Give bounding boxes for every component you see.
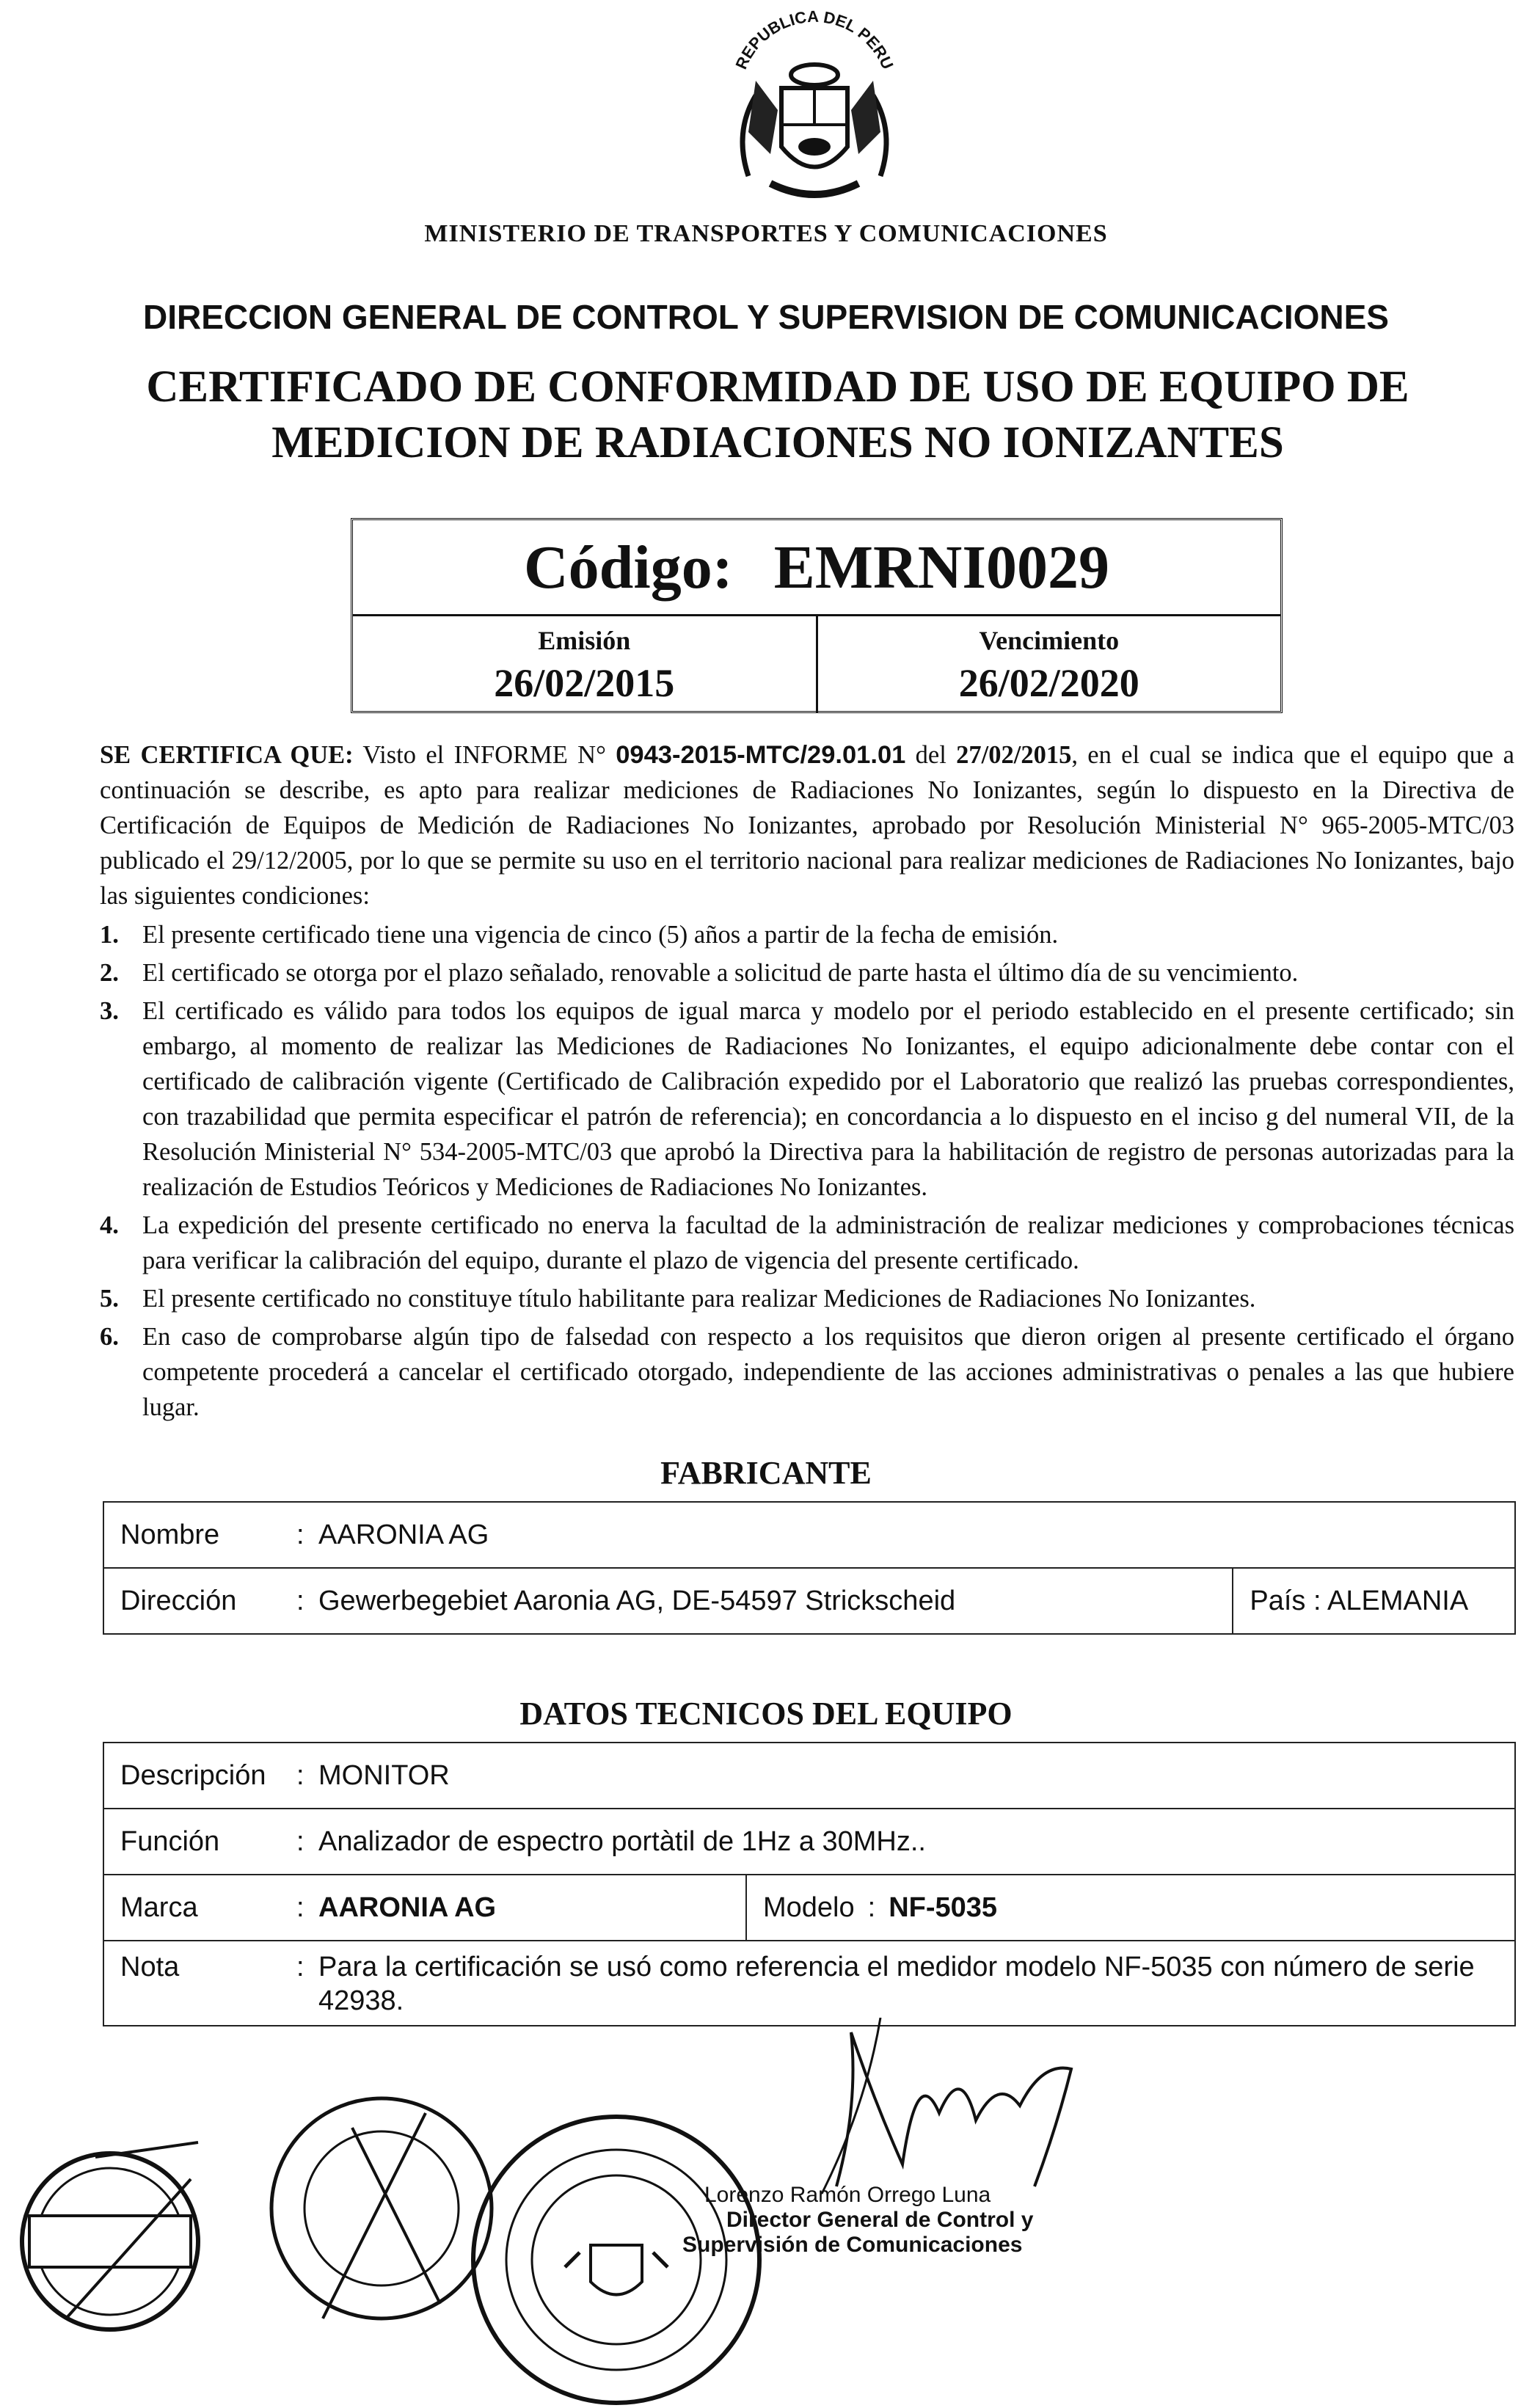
table-row xyxy=(103,1875,1515,1941)
signer-role-1: Director General de Control y xyxy=(726,2208,1034,2232)
condition-text: El presente certificado tiene una vigencia de cinco (5) años a partir de la fecha de emisión. xyxy=(142,921,1059,949)
condition-number: 6. xyxy=(100,1323,119,1351)
code-value: EMRNI0029 xyxy=(773,533,1110,602)
marca-value: AARONIA AG xyxy=(318,1891,497,1923)
vencimiento-cell xyxy=(816,616,1281,713)
certification-intro xyxy=(100,737,1514,913)
pais-cell: País : ALEMANIA xyxy=(1233,1568,1515,1634)
direccion-label: Dirección xyxy=(120,1585,237,1616)
signer-block xyxy=(675,2183,1057,2258)
informe-date: 27/02/2015 xyxy=(956,741,1072,769)
condition-number: 3. xyxy=(100,997,119,1025)
coat-of-arms-icon xyxy=(704,7,924,220)
funcion-label: Función xyxy=(120,1825,220,1857)
condition-text: El certificado se otorga por el plazo señalado, renovable a solicitud de parte hasta el último día de su vencimiento. xyxy=(142,959,1299,987)
dates-row xyxy=(353,616,1280,713)
emision-value: 26/02/2015 xyxy=(494,661,675,705)
intro-part-1: Visto el INFORME N° xyxy=(353,741,616,769)
signature-image xyxy=(792,2018,1101,2201)
condition-number: 5. xyxy=(100,1285,119,1313)
condition-text: La expedición del presente certificado no enerva la facultad de la administración de realizar mediciones y comprobaciones técnicas para verificar la calibración del equipo, durante el plazo de vigencia del presente certificado. xyxy=(142,1211,1514,1274)
table-row xyxy=(103,1502,1515,1568)
condition-text: El presente certificado no constituye título habilitante para realizar Mediciones de Radiaciones No Ionizantes. xyxy=(142,1285,1256,1313)
signer-role-2: Supervisión de Comunicaciones xyxy=(682,2233,1023,2257)
certificate-title xyxy=(88,360,1467,471)
intro-lead: SE CERTIFICA QUE: xyxy=(100,741,354,769)
condition-number: 4. xyxy=(100,1211,119,1239)
nombre-value: AARONIA AG xyxy=(318,1519,489,1550)
condition-number: 2. xyxy=(100,959,119,987)
modelo-label: Modelo xyxy=(763,1891,855,1923)
emision-cell xyxy=(353,616,816,713)
condition-text: El certificado es válido para todos los equipos de igual marca y modelo por el periodo establecido en el presente certificado; sin embargo, al momento de realizar las Mediciones de Radiaciones No Ionizantes, el equipo adicionalmente debe contar con el certificado de calibración vigente (Certificado de Calibración expedido por el Laboratorio que realizó las pruebas correspondientes, con trazabilidad que permita especificar el patrón de referencia); en concordancia a lo dispuesto en el inciso g del numeral VII, de la Resolución Ministerial N° 534-2005-MTC/03 que aprobó la Directiva para la habilitación de registro de personas autorizadas para la realización de Estudios Teóricos y Mediciones de Radiaciones No Ionizantes. xyxy=(142,997,1514,1201)
datos-tecnicos-title: DATOS TECNICOS DEL EQUIPO xyxy=(519,1696,1013,1732)
ministry-name: MINISTERIO DE TRANSPORTES Y COMUNICACIONES xyxy=(424,220,1108,247)
condition-number: 1. xyxy=(100,921,119,949)
vencimiento-label: Vencimiento xyxy=(979,626,1120,655)
datos-tecnicos-table xyxy=(103,1742,1516,2026)
emision-label: Emisión xyxy=(538,626,631,655)
informe-number: 0943-2015-MTC/29.01.01 xyxy=(616,741,906,769)
modelo-value: NF-5035 xyxy=(889,1891,998,1923)
fabricante-title: FABRICANTE xyxy=(660,1455,872,1491)
table-row xyxy=(103,1941,1515,2026)
code-box xyxy=(351,518,1283,713)
descripcion-label: Descripción xyxy=(120,1759,266,1791)
code-row xyxy=(353,520,1280,616)
table-row xyxy=(103,1568,1515,1634)
table-row xyxy=(103,1743,1515,1809)
fabricante-table xyxy=(103,1501,1516,1635)
pais-label: País xyxy=(1250,1585,1306,1616)
title-line-1: CERTIFICADO DE CONFORMIDAD DE USO DE EQUIPO DE xyxy=(146,362,1409,412)
descripcion-cell: Descripción : MONITOR xyxy=(103,1743,1515,1809)
intro-part-2: del xyxy=(905,741,957,769)
conditions-list xyxy=(100,917,1514,1428)
nota-value: Para la certificación se usó como referencia el medidor modelo NF-5035 con número de serie 42938. xyxy=(318,1952,1475,2016)
marca-cell: Marca : AARONIA AG xyxy=(103,1875,746,1941)
signer-name: Lorenzo Ramón Orrego Luna xyxy=(704,2183,991,2207)
condition-item xyxy=(100,917,1514,952)
intro-part-3: , en el cual se indica que el equipo que a continuación se describe, es apto para realizar mediciones de Radiaciones No Ionizantes, según lo dispuesto en la Directiva de Certificación de Equipos de Medición de Radiaciones No Ionizantes, aprobado por Resolución Ministerial N° 965-2005-MTC/03 publicado el 29/12/2005, por lo que se permite su uso en el territorio nacional para realizar mediciones de Radiaciones No Ionizantes, bajo las siguientes condiciones: xyxy=(100,741,1514,910)
vencimiento-value: 26/02/2020 xyxy=(958,661,1139,705)
table-row xyxy=(103,1809,1515,1875)
nombre-cell: Nombre : AARONIA AG xyxy=(103,1502,1515,1568)
direccion-value: Gewerbegebiet Aaronia AG, DE-54597 Strickscheid xyxy=(318,1585,956,1616)
nota-cell: Nota : Para la certificación se usó como referencia el medidor modelo NF-5035 con número de serie 42938. xyxy=(103,1941,1515,2026)
modelo-cell: Modelo : NF-5035 xyxy=(746,1875,1515,1941)
descripcion-value: MONITOR xyxy=(318,1759,450,1791)
title-line-2: MEDICION DE RADIACIONES NO IONIZANTES xyxy=(271,418,1284,467)
funcion-value: Analizador de espectro portàtil de 1Hz a 30MHz.. xyxy=(318,1825,926,1857)
nota-label: Nota xyxy=(120,1952,180,1982)
condition-item xyxy=(100,1319,1514,1425)
emblem-arc-text: REPUBLICA DEL PERU xyxy=(732,7,897,73)
pais-value: ALEMANIA xyxy=(1327,1585,1469,1616)
funcion-cell: Función : Analizador de espectro portàtil de 1Hz a 30MHz.. xyxy=(103,1809,1515,1875)
condition-text: En caso de comprobarse algún tipo de falsedad con respecto a los requisitos que dieron origen al presente certificado el órgano competente procederá a cancelar el certificado otorgado, independiente de las acciones administrativas o penales a las que hubiere lugar. xyxy=(142,1323,1514,1421)
condition-item xyxy=(100,993,1514,1205)
direccion-cell: Dirección : Gewerbegebiet Aaronia AG, DE-54597 Strickscheid xyxy=(103,1568,1233,1634)
nombre-label: Nombre xyxy=(120,1519,220,1550)
code-label: Código: xyxy=(523,533,733,602)
condition-item xyxy=(100,1208,1514,1278)
marca-label: Marca xyxy=(120,1891,198,1923)
coordinador-stamp xyxy=(7,2128,220,2348)
condition-item xyxy=(100,955,1514,990)
direccion-general: DIRECCION GENERAL DE CONTROL Y SUPERVISION DE COMUNICACIONES xyxy=(143,298,1389,336)
condition-item xyxy=(100,1281,1514,1316)
